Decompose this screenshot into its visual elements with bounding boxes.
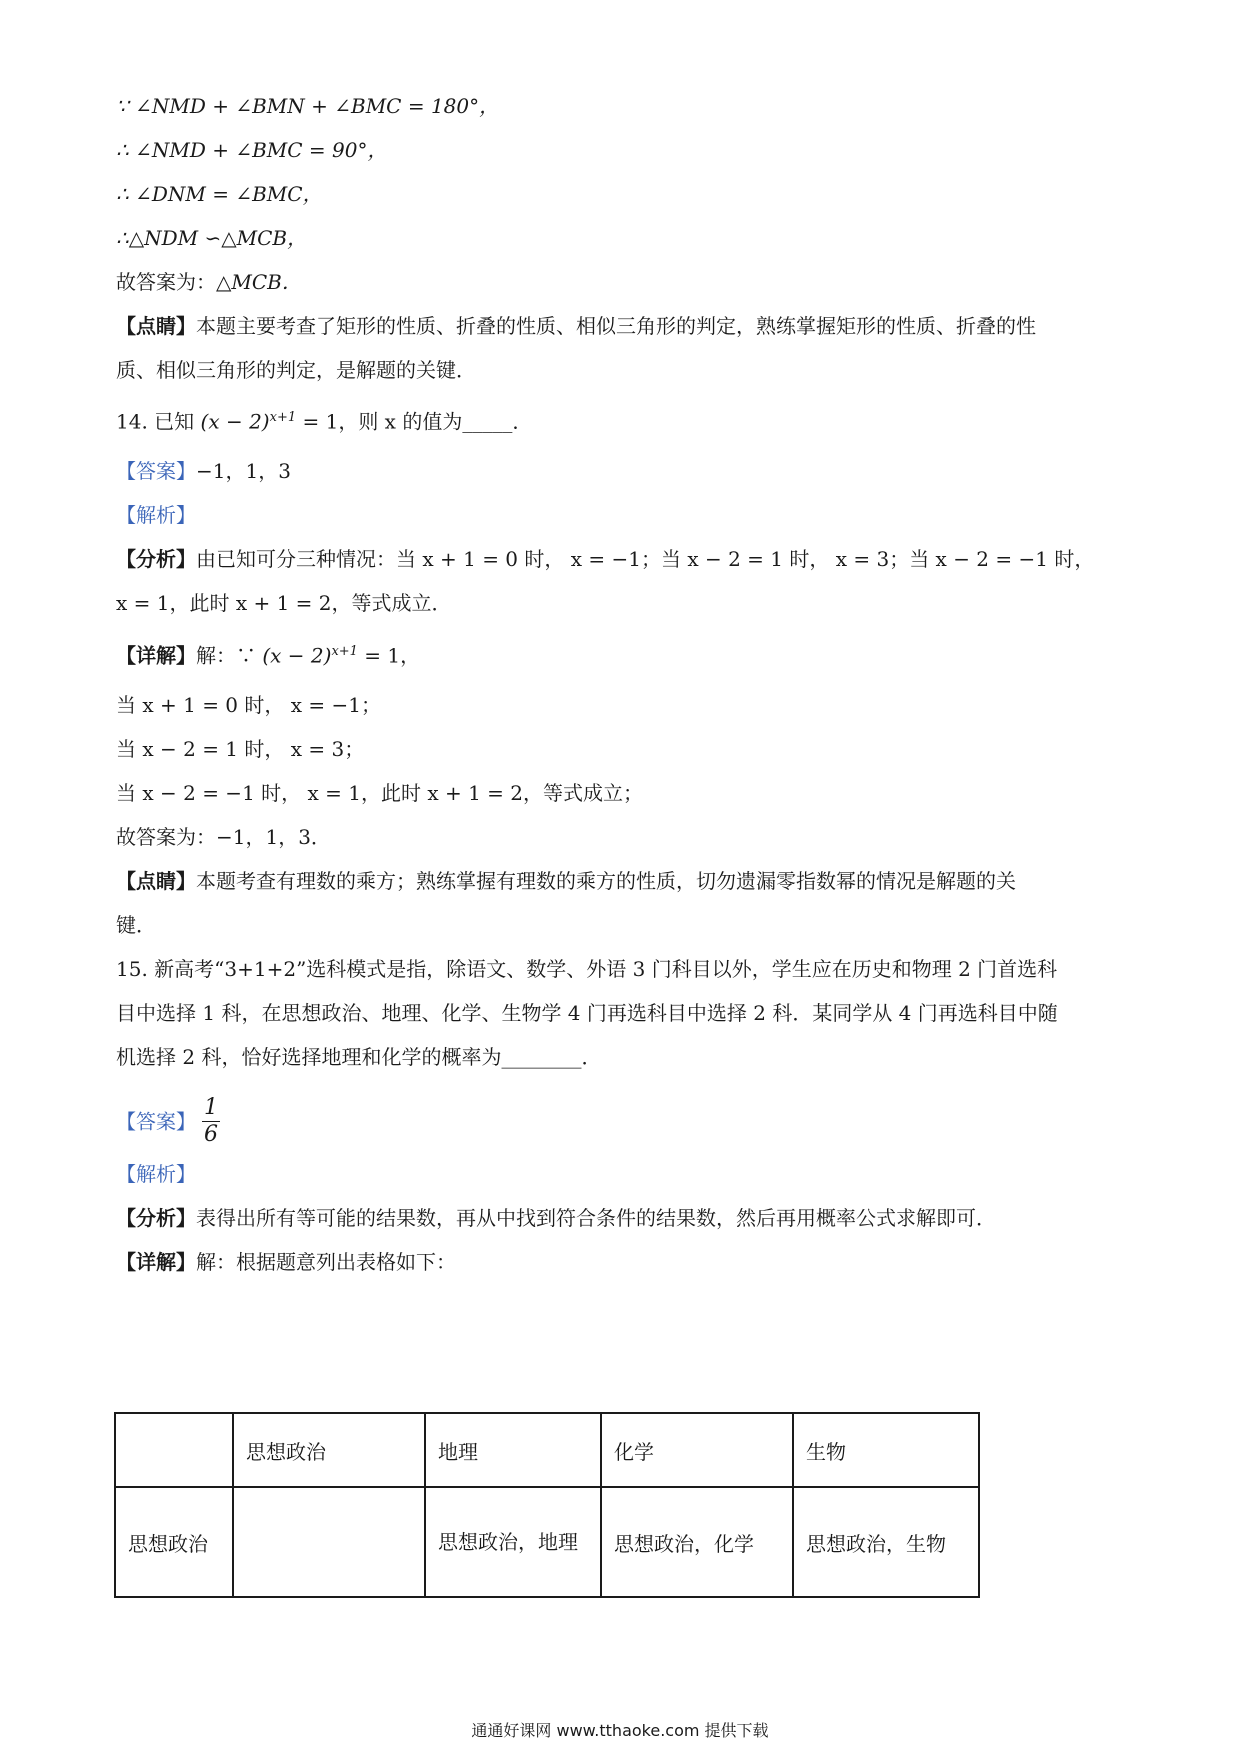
q15-answer-tag: 【答案】 [116, 1109, 196, 1134]
q14-answer-tag: 【答案】 [116, 459, 196, 483]
table-header-cell: 化学 [601, 1413, 793, 1487]
q13-answer-prefix: 故答案为： [116, 270, 216, 294]
q14-stem-expr: (x − 2) [200, 409, 270, 434]
q14-case-1: 当 x + 1 = 0 时， x = −1； [116, 693, 381, 717]
q14-stem-exponent: x+1 [269, 410, 297, 425]
q14-answer [116, 456, 1130, 486]
q14-fenxi-text-1: 由已知可分三种情况：当 x + 1 = 0 时， x = −1；当 x − 2 = 1 时， x = 3；当 x − 2 = −1 时， [196, 547, 1095, 571]
q13-answer-line [116, 267, 1130, 297]
q15-fenxi-text: 表得出所有等可能的结果数，再从中找到符合条件的结果数，然后再用概率公式求解即可． [196, 1206, 996, 1230]
table-cell: 思想政治，化学 [601, 1487, 793, 1597]
q14-xiangjie-expr: (x − 2) [262, 643, 332, 668]
table-cell [233, 1487, 425, 1597]
q15-stem-line-2: 目中选择 1 科，在思想政治、地理、化学、生物学 4 门再选科目中选择 2 科．某同学从 4 门再选科目中随 [116, 1001, 1058, 1025]
q14-dianjing-text-1: 本题考查有理数的乘方；熟练掌握有理数的乘方的性质，切勿遗漏零指数幂的情况是解题的关 [196, 869, 1016, 893]
q15-fenxi-line [116, 1203, 1130, 1233]
table-header-cell: 思想政治 [233, 1413, 425, 1487]
q15-answer-numerator: 1 [204, 1095, 218, 1120]
q14-xiangjie-suffix: = 1， [357, 643, 421, 668]
proof-line-2: ∴ ∠NMD + ∠BMC = 90°， [116, 138, 388, 162]
q14-case-3: 当 x − 2 = −1 时， x = 1，此时 x + 1 = 2，等式成立； [116, 781, 644, 805]
q15-xiangjie-line [116, 1247, 1130, 1277]
q14-stem-end: ． [512, 409, 533, 434]
q13-answer-value: △MCB． [216, 270, 302, 294]
q14-jiexi-tag: 【解析】 [116, 503, 196, 527]
q14-dianjing-tag: 【点睛】 [116, 869, 196, 893]
q13-comment-text-1: 本题主要考查了矩形的性质、折叠的性质、相似三角形的判定，熟练掌握矩形的性质、折叠的性 [196, 314, 1036, 338]
q15-fenxi-tag: 【分析】 [116, 1206, 196, 1230]
table-cell: 思想政治，地理 [425, 1487, 601, 1597]
q15-answer [116, 1090, 1130, 1150]
proof-line-4: ∴△NDM ∽△MCB， [116, 226, 308, 250]
q14-xiangjie-tag: 【详解】 [116, 643, 196, 668]
table-cell: 思想政治，生物 [793, 1487, 979, 1597]
subject-combination-table [114, 1412, 980, 1598]
table-header-cell: 地理 [425, 1413, 601, 1487]
q15-xiangjie-text: 解：根据题意列出表格如下： [196, 1250, 456, 1274]
q14-xiangjie-exponent: x+1 [331, 644, 358, 659]
q13-comment-line-1 [116, 311, 1130, 341]
q14-xiangjie-prefix: 解：∵ [196, 643, 256, 668]
q14-final: 故答案为：−1，1，3． [116, 825, 331, 849]
q15-xiangjie-tag: 【详解】 [116, 1250, 196, 1274]
table-cell: 思想政治 [115, 1487, 233, 1597]
q14-fenxi-tag: 【分析】 [116, 547, 196, 571]
page-footer: 通通好课网 www.tthaoke.com 提供下载 [471, 1721, 769, 1740]
table-header-cell: 生物 [793, 1413, 979, 1487]
table-header-row [115, 1413, 979, 1487]
q13-comment-line-2: 质、相似三角形的判定，是解题的关键． [116, 358, 476, 382]
q15-answer-fraction [202, 1095, 220, 1148]
q14-fenxi-line-1 [116, 544, 1130, 574]
q15-stem-3-end: ． [581, 1045, 602, 1069]
q14-answer-value: −1，1，3 [196, 459, 291, 483]
q14-case-2: 当 x − 2 = 1 时， x = 3； [116, 737, 365, 761]
q14-stem-prefix: 14. 已知 [116, 409, 195, 434]
q14-dianjing-line-1 [116, 866, 1130, 896]
q14-xiangjie-line [116, 637, 1130, 671]
q15-stem-line-3 [116, 1042, 1130, 1072]
q15-stem-3-prefix: 机选择 2 科，恰好选择地理和化学的概率为 [116, 1045, 502, 1069]
q15-blank: ________ [501, 1045, 582, 1069]
q14-dianjing-line-2: 键． [116, 913, 156, 937]
proof-line-1: ∵ ∠NMD + ∠BMN + ∠BMC = 180°， [116, 94, 500, 118]
table-header-cell [115, 1413, 233, 1487]
q15-answer-denominator: 6 [204, 1122, 218, 1147]
q13-comment-tag: 【点睛】 [116, 314, 196, 338]
proof-line-3: ∴ ∠DNM = ∠BMC， [116, 182, 323, 206]
table-row [115, 1487, 979, 1597]
q14-fenxi-line-2: x = 1，此时 x + 1 = 2，等式成立． [116, 591, 452, 615]
q15-jiexi-tag: 【解析】 [116, 1162, 196, 1186]
q14-stem [116, 403, 1130, 437]
q14-stem-suffix: = 1，则 x 的值为 [296, 409, 463, 434]
q14-blank: _____ [462, 409, 513, 434]
q15-stem-line-1: 15. 新高考“3+1+2”选科模式是指，除语文、数学、外语 3 门科目以外，学生应在历史和物理 2 门首选科 [116, 957, 1058, 981]
